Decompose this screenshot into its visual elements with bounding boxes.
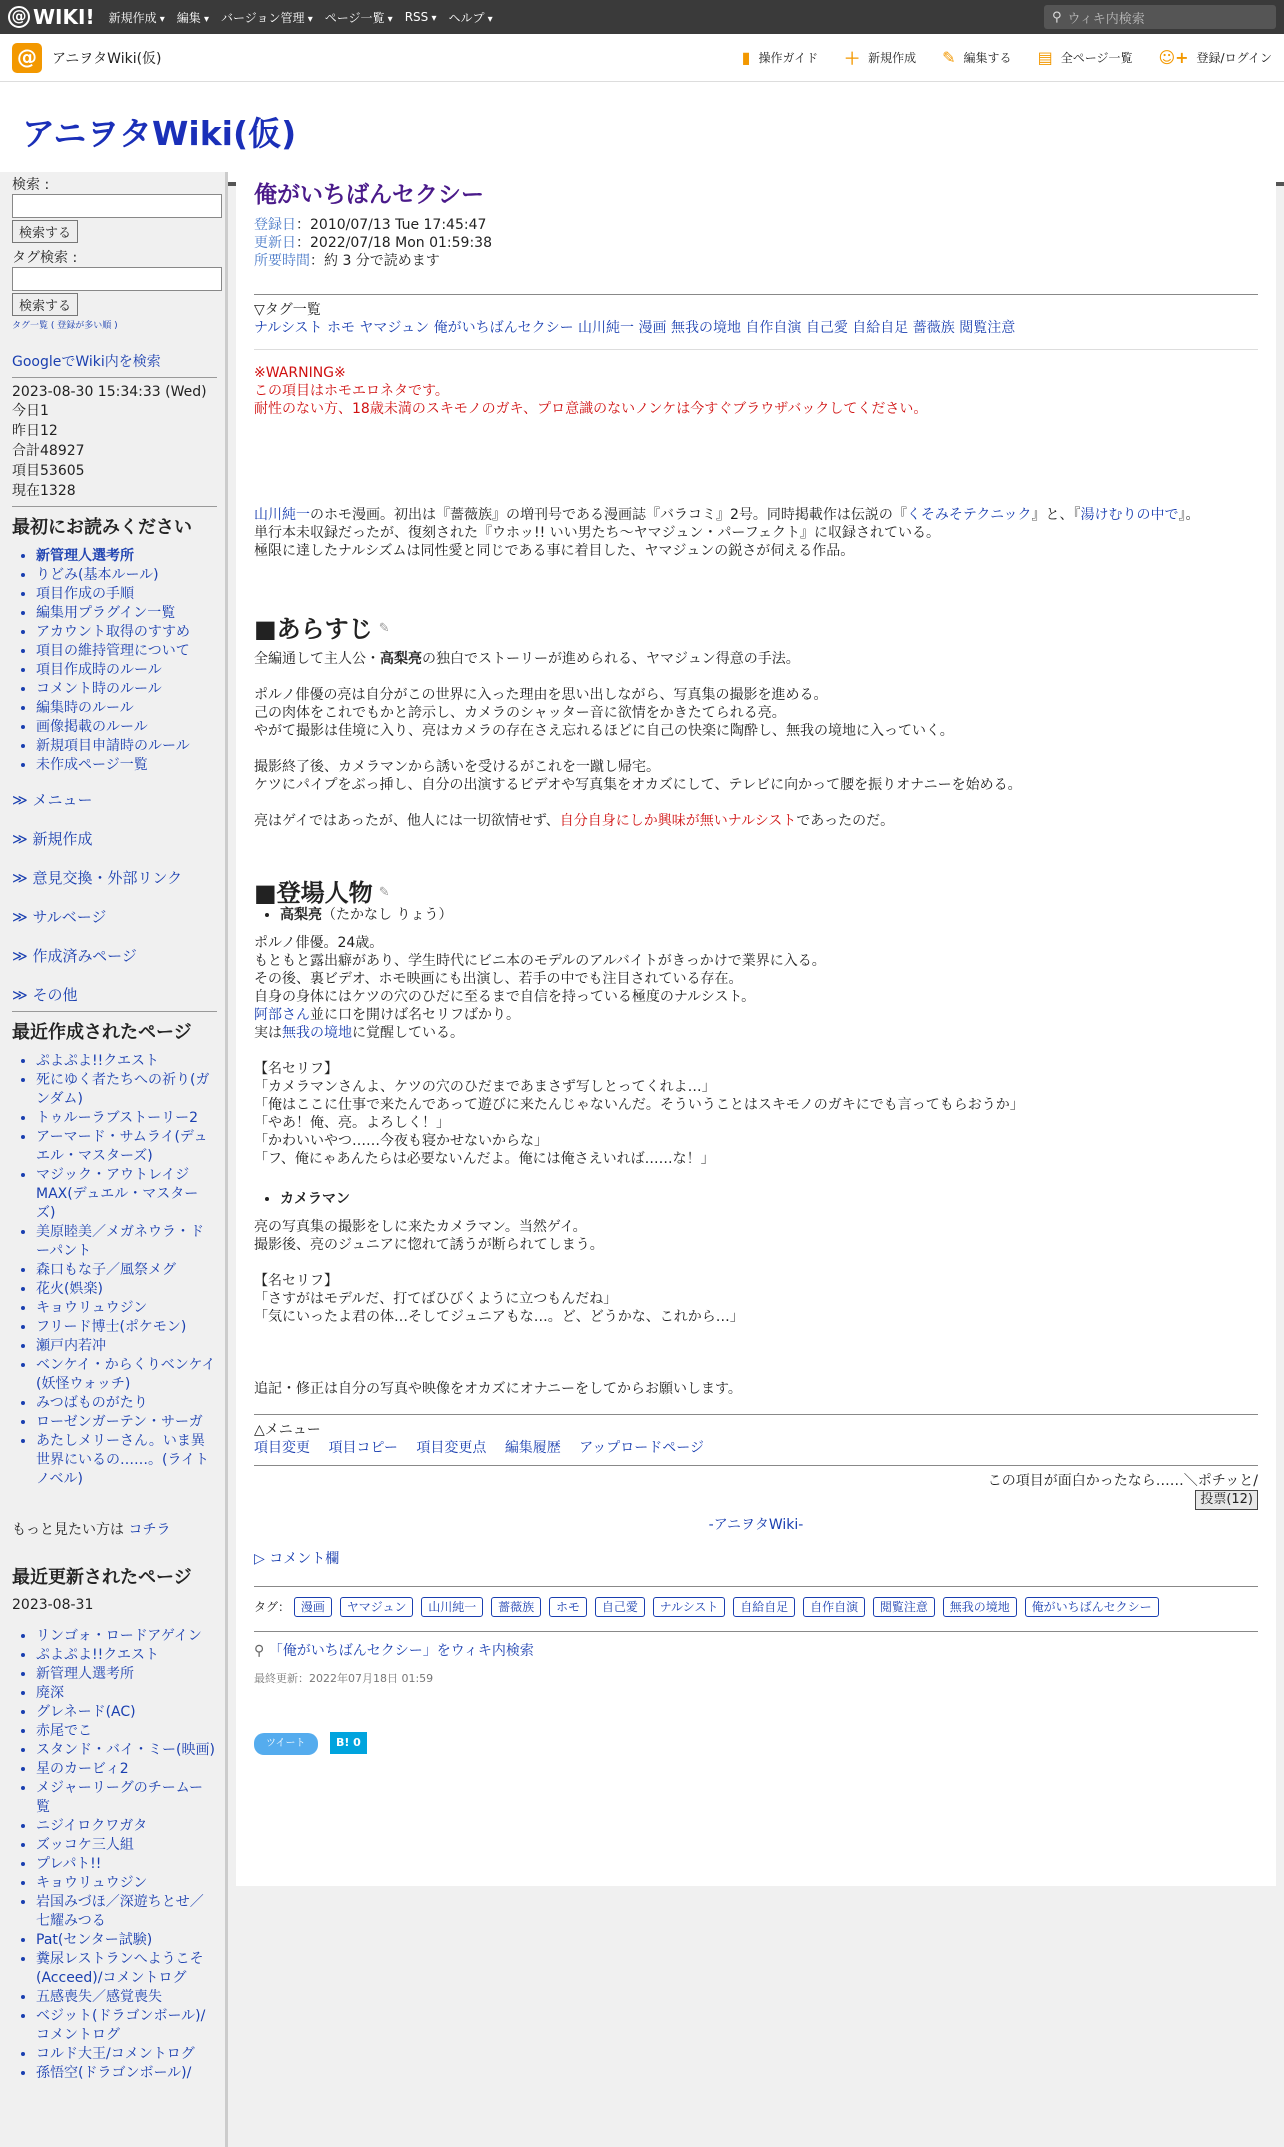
intro-line: 単行本未収録だったが、復刻された『ウホッ!! いい男たち〜ヤマジュン・パーフェクト』に収録されている。 [254, 525, 940, 541]
list-item[interactable]: • アーマード・サムライ(デュエル・マスターズ) [36, 1128, 217, 1166]
list-item[interactable]: • 廃深 [36, 1684, 217, 1703]
search-label: 検索 : [12, 177, 50, 193]
list-item[interactable]: • 岩国みづほ／深遊ちとせ／七耀みつる [36, 1893, 217, 1931]
vote-prompt: この項目が面白かったなら……＼ポチッと/ [987, 1473, 1258, 1489]
tag-box[interactable]: 自作自演 [803, 1597, 865, 1617]
nav-edit[interactable]: ✎ 編集する [942, 48, 1012, 67]
meta-registered: 2010/07/13 Tue 17:45:47 [310, 217, 487, 233]
sidebar-opinion-link[interactable]: ≫ 意見交換・外部リンク [12, 869, 183, 887]
recent-updated-date: 2023-08-31 [12, 1597, 94, 1613]
list-item[interactable]: • 画像掲載のルール [36, 718, 217, 737]
menu-rss[interactable]: RSS ▾ [405, 10, 437, 24]
meta-updated: 2022/07/18 Mon 01:59:38 [310, 235, 492, 251]
list-item[interactable]: • マジック・アウトレイジMAX(デュエル・マスターズ) [36, 1166, 217, 1223]
meta-key: 更新日 [254, 235, 296, 251]
more-link[interactable]: コチラ [128, 1522, 171, 1538]
menu-new[interactable]: 新規作成 ▾ [109, 9, 165, 26]
footer-wiki-link[interactable]: -アニヲタWiki- [708, 1517, 804, 1533]
char1-line: 阿部さん並に口を開けば名セリフばかり。 [254, 1007, 520, 1023]
list-item[interactable]: • 死にゆく者たちへの祈り(ガンダム) [36, 1071, 217, 1109]
site-nav [742, 46, 1272, 69]
page-title: 俺がいちばんセクシー [254, 182, 484, 208]
list-item[interactable]: • ベジット(ドラゴンボール)/コメントログ [36, 2007, 217, 2045]
article-menu [254, 1439, 1258, 1457]
edit-pencil-icon[interactable]: ✎ [378, 621, 390, 636]
wiki-search-link[interactable]: ⚲ 「俺がいちばんセクシー」をウィキ内検索 [254, 1643, 534, 1659]
list-item[interactable]: • 項目作成の手順 [36, 585, 217, 604]
stat-total: 合計48927 [12, 443, 85, 459]
divider [12, 377, 217, 378]
synopsis-line: 己の肉体をこれでもかと誇示し、カメラのシャッター音に欲情をかきたてられる亮。 [254, 705, 786, 721]
stat-current: 現在1328 [12, 483, 76, 499]
meta-key: 登録日 [254, 217, 296, 233]
stat-yesterday: 昨日12 [12, 423, 58, 439]
site-title[interactable]: アニヲタWiki(仮) [22, 114, 297, 153]
list-item[interactable]: • 花火(娯楽) [36, 1280, 217, 1299]
article-meta: 登録日：2010/07/13 Tue 17:45:47 更新日：2022/07/18 Mon 01:59:38 所要時間：約 3 分で読めます [254, 217, 492, 269]
search-icon: ⚲ [254, 1643, 269, 1659]
tag-box[interactable]: 無我の境地 [943, 1597, 1017, 1617]
menu-item-upload[interactable]: アップロードページ [579, 1440, 705, 1456]
synopsis-line: やがて撮影は佳境に入り、亮はカメラの存在さえ忘れるほどに自己の快楽に陶酔し、無我の境地に入っていく。 [254, 723, 954, 739]
synopsis-line: ポルノ俳優の亮は自分がこの世界に入った理由を思い出しながら、写真集の撮影を進める。 [254, 687, 828, 703]
divider [12, 506, 217, 507]
tag-box[interactable]: 自己愛 [595, 1597, 645, 1617]
mugal-link[interactable]: 無我の境地 [282, 1025, 352, 1041]
wiki-logo[interactable]: @ WIKI! [8, 5, 95, 29]
list-item[interactable]: • 編集用プラグイン一覧 [36, 604, 217, 623]
quote: 「気にいったよ君の体…そしてジュニアもな…。ど、どうかな、これから…」 [254, 1309, 744, 1325]
list-item[interactable]: • アカウント取得のすすめ [36, 623, 217, 642]
tag-box[interactable]: 薔薇族 [491, 1597, 541, 1617]
stat-today: 今日1 [12, 403, 49, 419]
tag-box[interactable]: 自給自足 [733, 1597, 795, 1617]
list-item[interactable]: • 新管理人選考所 [36, 547, 217, 566]
edit-pencil-icon[interactable]: ✎ [378, 885, 390, 900]
synopsis-line: 撮影終了後、カメラマンから誘いを受けるがこれを一蹴し帰宅。 [254, 759, 660, 775]
tag-list-link[interactable]: タグ一覧 ( 登録が多い順 ) [12, 321, 118, 331]
char1-line: 実は無我の境地に覚醒している。 [254, 1025, 464, 1041]
site-logo-icon[interactable]: @ [12, 43, 42, 73]
nav-new[interactable]: ＋ 新規作成 [844, 46, 916, 69]
tag-search-button[interactable]: 検索する [12, 293, 78, 316]
tag-list-header[interactable]: ▽タグ一覧 [254, 302, 321, 318]
menu-item-copy[interactable]: 項目コピー [328, 1440, 398, 1456]
recent-updated-title: 最近更新されたページ [12, 1567, 192, 1588]
menu-version[interactable]: バージョン管理 ▾ [221, 9, 313, 26]
vote-button[interactable]: 投票(12) [1195, 1490, 1258, 1510]
list-item[interactable]: • Pat(センター試験) [36, 1931, 217, 1950]
nav-guide[interactable]: ▮ 操作ガイド [741, 48, 819, 67]
intro-paragraph: 山川純一のホモ漫画。初出は『薔薇族』の増刊号である漫画誌『バラコミ』2号。同時掲載作は伝説の『くそみそテクニック』と、『湯けむりの中で』。 [254, 507, 1200, 523]
sidebar-salvage-link[interactable]: ≫ サルベージ [12, 908, 107, 926]
search-icon: ⚲ [1052, 9, 1062, 25]
list-item[interactable]: • グレネード(AC) [36, 1703, 217, 1722]
list-item[interactable]: • 糞尿レストランへようこそ(Acceed)/コメントログ [36, 1950, 217, 1988]
site-name[interactable]: アニヲタWiki(仮) [52, 50, 162, 67]
sidebar-other-link[interactable]: ≫ その他 [12, 986, 78, 1004]
sidebar-menu-link[interactable]: ≫ メニュー [12, 791, 93, 809]
list-item[interactable]: • みつばものがたり [36, 1394, 217, 1413]
warning-title: ※WARNING※ [254, 365, 346, 381]
warning-line: この項目はホモエロネタです。 [254, 383, 449, 399]
divider [254, 349, 1258, 350]
sidebar-new-link[interactable]: ≫ 新規作成 [12, 830, 93, 848]
synopsis-line: 全編通して主人公・高梨亮の独白でストーリーが進められる、ヤマジュン得意の手法。 [254, 651, 800, 667]
list-item[interactable]: • スタンド・バイ・ミー(映画) [36, 1741, 217, 1760]
quotes-header: 【名セリフ】 [254, 1273, 338, 1289]
char1-line: ポルノ俳優。24歳。 [254, 935, 384, 951]
list-item[interactable]: • 未作成ページ一覧 [36, 756, 217, 775]
tag-box[interactable]: ナルシスト [653, 1597, 726, 1617]
tweet-button[interactable]: ツイート [254, 1733, 318, 1755]
recent-created-title: 最近作成されたページ [12, 1022, 192, 1043]
stat-items: 項目53605 [12, 463, 85, 479]
menu-header[interactable]: △メニュー [254, 1422, 321, 1438]
list-item[interactable]: • 新規項目申請時のルール [36, 737, 217, 756]
list-item[interactable]: • 森口もな子／風祭メグ [36, 1261, 217, 1280]
char2-line: 撮影後、亮のジュニアに惚れて誘うが断られてしまう。 [254, 1237, 604, 1253]
list-item[interactable]: • 五感喪失／感覚喪失 [36, 1988, 217, 2007]
synopsis-line: ケツにパイプをぶっ挿し、自分の出演するビデオや写真集をオカズにして、テレビに向かって腰を振りオナニーを始める。 [254, 777, 1022, 793]
list-item[interactable]: • キョウリュウジン [36, 1874, 217, 1893]
recent-updated-list [12, 1627, 217, 2083]
divider [254, 1586, 1258, 1587]
divider [254, 294, 1258, 295]
menu-item-diff[interactable]: 項目変更点 [416, 1440, 487, 1456]
search-input[interactable] [12, 194, 222, 218]
characters-heading: ■登場人物 ✎ [254, 879, 390, 907]
synopsis-line: 亮はゲイではあったが、他人には一切欲情せず、自分自身にしか興味が無いナルシストであったのだ。 [254, 813, 895, 829]
synopsis-heading: ■あらすじ ✎ [254, 615, 390, 643]
quote: 「俺はここに仕事で来たんであって遊びに来たんじゃないんだ。そういうことはスキモノのガキにでも言ってもらおうか」 [254, 1097, 1024, 1113]
meta-read-time: 約 3 分で読めます [324, 253, 440, 269]
article [236, 172, 1276, 1886]
char2-line: 亮の写真集の撮影をしに来たカメラマン。当然ゲイ。 [254, 1219, 587, 1235]
quote: 「さすがはモデルだ、打てばひびくように立つもんだね」 [254, 1291, 618, 1307]
list-item[interactable]: • 項目作成時のルール [36, 661, 217, 680]
tag-box[interactable]: 漫画 [294, 1597, 332, 1617]
nav-login[interactable]: ☺+ 登録/ログイン [1158, 48, 1272, 67]
list-item[interactable]: • コメント時のルール [36, 680, 217, 699]
menu-item-change[interactable]: 項目変更 [254, 1440, 310, 1456]
sub-bar [0, 34, 1284, 82]
share-row [254, 1732, 1258, 1755]
list-item[interactable]: • 星のカービィ2 [36, 1760, 217, 1779]
tag-box[interactable]: 山川純一 [421, 1597, 483, 1617]
plus-icon: ＋ [844, 49, 861, 68]
list-item[interactable]: • 瀬戸内若冲 [36, 1337, 217, 1356]
tag-box[interactable]: 閲覧注意 [873, 1597, 935, 1617]
comment-link[interactable]: ▷ コメント欄 [254, 1551, 340, 1567]
tag-links[interactable]: ナルシスト ホモ ヤマジュン 俺がいちばんセクシー 山川純一 漫画 無我の境地 自作自演 自己愛 自給自足 薔薇族 閲覧注意 [254, 320, 1016, 336]
list-item[interactable]: • 美原睦美／メガネウラ・ドーパント [36, 1223, 217, 1261]
postscript: 追記・修正は自分の写真や映像をオカズにオナニーをしてからお願いします。 [254, 1381, 742, 1397]
abe-link[interactable]: 阿部さん [254, 1007, 310, 1023]
book-icon: ▮ [741, 48, 751, 67]
yukemuri-link[interactable]: 湯けむりの中で [1080, 507, 1179, 523]
user-add-icon: ☺+ [1158, 48, 1189, 67]
list-item[interactable]: • ぷよぷよ!!クエスト [36, 1052, 217, 1071]
list-item[interactable]: • メジャーリーグのチームー覧 [36, 1779, 217, 1817]
quote: 「フ、俺にゃあんたらは必要ないんだよ。俺には俺さえいれば……な！」 [254, 1151, 715, 1167]
list-item[interactable]: • 編集時のルール [36, 699, 217, 718]
google-search-link[interactable]: GoogleでWiki内を検索 [12, 354, 161, 370]
at-icon: @ [8, 6, 30, 28]
intro-line: 極限に達したナルシズムは同性愛と同じである事に着目した、ヤマジュンの鋭さが伺える作品。 [254, 543, 855, 559]
list-item[interactable]: • ニジイロクワガタ [36, 1817, 217, 1836]
quotes-header: 【名セリフ】 [254, 1061, 338, 1077]
top-bar [0, 0, 1284, 34]
tag-box-row: タグ： 漫画 ヤマジュン 山川純一 薔薇族 ホモ 自己愛 ナルシスト 自給自足 自作自演 閲覧注意 無我の境地 俺がいちばんセクシー [254, 1597, 1258, 1617]
quote: 「カメラマンさんよ、ケツの穴のひだまであまさず写しとってくれよ…」 [254, 1079, 716, 1095]
quote: 「やあ！俺、亮。よろしく！」 [254, 1115, 450, 1131]
list-item[interactable]: • あたしメリーさん。いま異世界にいるの……。(ライトノベル) [36, 1432, 217, 1489]
char1-item: • 高梨亮（たかなし りょう） [254, 906, 1258, 924]
more-link-row: もっと見たい方は コチラ [12, 1522, 171, 1538]
last-updated: 最終更新：2022年07月18日 01:59 [254, 1672, 434, 1685]
stat-datetime: 2023-08-30 15:34:33 (Wed) [12, 384, 207, 400]
list-item[interactable]: • フリード博士(ポケモン) [36, 1318, 217, 1337]
divider [254, 1414, 1258, 1415]
recent-created-list [12, 1052, 217, 1489]
kusomiso-link[interactable]: くそみそテクニック [906, 507, 1032, 523]
list-item[interactable]: • ローゼンガーテン・サーガ [36, 1413, 217, 1432]
pencil-icon: ✎ [942, 48, 956, 67]
list-item[interactable]: • ぷよぷよ!!クエスト [36, 1646, 217, 1665]
search-button[interactable]: 検索する [12, 220, 78, 243]
tag-search-label: タグ検索 : [12, 250, 78, 266]
list-item[interactable]: • リンゴォ・ロードアゲイン [36, 1627, 217, 1646]
meta-key: 所要時間 [254, 253, 310, 269]
tag-box[interactable]: 俺がいちばんセクシー [1025, 1597, 1159, 1617]
quote: 「かわいいやつ……今夜も寝かせないからな」 [254, 1133, 548, 1149]
divider [254, 1465, 1258, 1466]
list-item[interactable]: • 新管理人選考所 [36, 1665, 217, 1684]
char2-item: • カメラマン [254, 1190, 1258, 1208]
divider [12, 1011, 217, 1012]
tag-search-input[interactable] [12, 267, 222, 291]
first-read-title: 最初にお読みください [12, 517, 192, 538]
author-link[interactable]: 山川純一 [254, 507, 310, 523]
first-read-list [12, 547, 217, 775]
menu-page-list[interactable]: ページ一覧 ▾ [325, 9, 393, 26]
tag-box[interactable]: ホモ [549, 1597, 587, 1617]
list-item[interactable]: • 赤尾でこ [36, 1722, 217, 1741]
hatena-bookmark-button[interactable]: B! 0 [330, 1732, 367, 1754]
char1-line: 自身の身体にはケツの穴のひだに至るまで自信を持っている極度のナルシスト。 [254, 989, 756, 1005]
list-item[interactable]: • キョウリュウジン [36, 1299, 217, 1318]
menu-edit[interactable]: 編集 ▾ [177, 9, 209, 26]
warning-line: 耐性のない方、18歳未満のスキモノのガキ、プロ意識のないノンケは今すぐブラウザバックしてください。 [254, 401, 928, 417]
list-item[interactable]: • コルド大王/コメントログ [36, 2045, 217, 2064]
tag-box[interactable]: ヤマジュン [340, 1597, 414, 1617]
divider [254, 1631, 1258, 1632]
wiki-search-input[interactable]: ⚲ ウィキ内検索 [1044, 5, 1276, 29]
menu-item-history[interactable]: 編集履歴 [504, 1440, 561, 1456]
sidebar [0, 172, 228, 2147]
list-item[interactable]: • トゥルーラブストーリー2 [36, 1109, 217, 1128]
list-item[interactable]: • ズッコケ三人組 [36, 1836, 217, 1855]
list-item[interactable]: • 孫悟空(ドラゴンボール)/ [36, 2064, 217, 2083]
list-item[interactable]: • プレパト!! [36, 1855, 217, 1874]
document-icon: ▤ [1037, 48, 1053, 67]
list-item[interactable]: • ベンケイ・からくりベンケイ(妖怪ウォッチ) [36, 1356, 217, 1394]
list-item[interactable]: • りどみ(基本ルール) [36, 566, 217, 585]
title-bar [0, 82, 1284, 186]
sidebar-created-link[interactable]: ≫ 作成済みページ [12, 947, 137, 965]
char1-line: その後、裏ビデオ、ホモ映画にも出演し、若手の中でも注目されている存在。 [254, 971, 743, 987]
char1-line: もともと露出癖があり、学生時代にビニ本のモデルのアルバイトがきっかけで業界に入る。 [254, 953, 826, 969]
nav-all-pages[interactable]: ▤ 全ページ一覧 [1037, 48, 1133, 67]
list-item[interactable]: • 項目の維持管理について [36, 642, 217, 661]
menu-help[interactable]: ヘルプ ▾ [448, 9, 492, 26]
